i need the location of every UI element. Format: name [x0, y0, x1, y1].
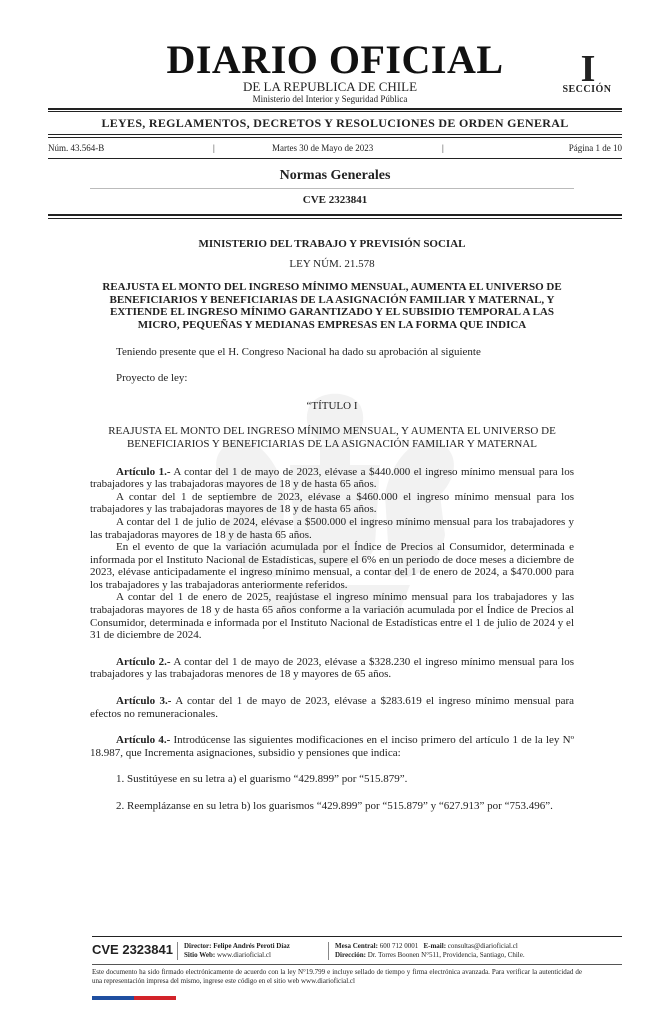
email-link[interactable]: consultas@diarioficial.cl: [447, 942, 518, 950]
category-heading: Normas Generales: [279, 168, 391, 183]
article-2-paragraph: Artículo 2.- A contar del 1 de mayo de 2023, elévase a $328.230 el ingreso mínimo mensual para los trabajadores y las trabajadoras menores de 18 y mayores de 65 años.: [90, 655, 574, 681]
article-1-paragraph: Artículo 1.- A contar del 1 de mayo de 2023, elévase a $440.000 el ingreso mínimo mensual para los trabajadores y las trabajadoras mayores de 18 y de hasta 65 años.: [90, 465, 574, 491]
footer-cve-code: CVE 2323841: [92, 942, 173, 957]
preamble: Teniendo presente que el H. Congreso Nacional ha dado su aprobación al siguiente: [116, 345, 481, 358]
band-rule-top: [48, 134, 622, 135]
masthead-ministry: Ministerio del Interior y Seguridad Pública: [252, 94, 408, 104]
issue-date: Martes 30 de Mayo de 2023: [272, 143, 374, 153]
director-name: Felipe Andrés Peroti Díaz: [213, 942, 290, 950]
section-label: SECCIÓN: [562, 84, 612, 95]
article-4-item-2: 2. Reemplázanse en su letra b) los guarismos “429.899” por “515.879” y “627.913” por “753.496”.: [116, 800, 553, 812]
law-number: LEY NÚM. 21.578: [289, 257, 375, 270]
titulo-heading: “TÍTULO I: [306, 399, 358, 412]
footer-director-block: Director: Felipe Andrés Peroti Díaz Sitio Web: www.diarioficial.cl: [184, 942, 290, 959]
article-1-paragraph: En el evento de que la variación acumulada por el Índice de Precios al Consumidor, determinada e informada por el Instituto Nacional de Estadísticas, supere el 6% en un periodo de doce meses a diciembre de 2023, elévase anticipadamente el ingreso mínimo mensual, a contar del 1 de enero de 2024, a $470.000 para los trabajadores y las trabajadoras anteriormente referidos.: [90, 541, 574, 591]
article-1-label: Artículo 1.-: [116, 465, 171, 478]
article-4-item-1: 1. Sustitúyese en su letra a) el guarismo “429.899” por “515.879”.: [116, 773, 408, 786]
phone-number: 600 712 0001: [379, 942, 419, 950]
cve-code: CVE 2323841: [302, 194, 368, 206]
article-4-label: Artículo 4.-: [116, 734, 171, 747]
masthead-rule-thin: [48, 111, 622, 112]
footer-rule-mid: [92, 964, 622, 965]
article-3-paragraph: Artículo 3.- A contar del 1 de mayo de 2023, elévase a $283.619 el ingreso mínimo mensual para efectos no remuneracionales.: [90, 695, 574, 720]
article-1-paragraph: A contar del 1 de julio de 2024, elévase a $500.000 el ingreso mínimo mensual para los trabajadores y las trabajadoras mayores de 18 y de hasta 65 años.: [90, 515, 574, 541]
article-3-label: Artículo 3.-: [116, 695, 172, 708]
document-body: [90, 236, 574, 813]
titulo-title: REAJUSTA EL MONTO DEL INGRESO MÍNIMO MENSUAL, Y AUMENTA EL UNIVERSO DE BENEFICIARIOS Y BENEFICIARIAS DE LA ASIGNACIÓN FAMILIAR Y MATERNAL: [108, 425, 556, 450]
flag-stripe-blue: [92, 996, 134, 1000]
footer-divider: [177, 942, 178, 960]
footer-contact-block: Mesa Central: 600 712 0001 E-mail: consultas@diarioficial.cl Dirección: Dr. Torres Boonen N°511, Providencia, Santiago, Chile.: [335, 942, 525, 959]
law-title: REAJUSTA EL MONTO DEL INGRESO MÍNIMO MENSUAL, AUMENTA EL UNIVERSO DE BENEFICIARIOS Y BENEFICIARIAS DE LA ASIGNACIÓN FAMILIAR Y MATERNAL, Y EXTIENDE EL INGRESO MÍNIMO GARANTIZADO Y EL SUBSIDIO TEMPORAL A LAS MICRO, PEQUEÑAS Y MEDIANAS EMPRESAS EN LA FORMA QUE INDICA: [102, 281, 562, 331]
proyecto-label: Proyecto de ley:: [116, 372, 188, 385]
header-rule-thick: [48, 214, 622, 216]
issue-number: Núm. 43.564-B: [48, 143, 105, 153]
section-number: I: [580, 48, 596, 90]
footer-rule-top: [92, 936, 622, 937]
masthead-subtitle: DE LA REPUBLICA DE CHILE: [242, 79, 418, 94]
article-1-paragraph: A contar del 1 de septiembre de 2023, elévase a $460.000 el ingreso mínimo mensual para los trabajadores y las trabajadoras mayores de 18 y de hasta 65 años.: [90, 490, 574, 516]
article-1-paragraph: A contar del 1 de enero de 2025, reajústase el ingreso mínimo mensual para los trabajadores y las trabajadoras mayores de 18 y de hasta 65 años conforme a la variación acumulada por el Índice de Precios al Consumidor, determinada e informada por el Instituto Nacional de Estadísticas entre el 1 de julio de 2024 y el 31 de diciembre de 2024.: [90, 591, 574, 642]
category-rule: [90, 188, 574, 189]
flag-stripe-red: [134, 996, 176, 1000]
meta-separator: |: [442, 143, 444, 153]
address: Dr. Torres Boonen N°511, Providencia, Santiago, Chile.: [367, 951, 525, 959]
page-indicator: Página 1 de 10: [568, 143, 622, 153]
masthead-title: DIARIO OFICIAL: [166, 37, 504, 82]
signature-note: Este documento ha sido firmado electrónicamente de acuerdo con la ley N°19.799 e incluye sellado de tiempo y firma electrónica avanzada. Para verificar la autenticidad de una representación impresa del mismo, ingrese este código en el sitio web www.diarioficial.cl: [92, 968, 582, 985]
band-rule-bottom: [48, 137, 622, 138]
meta-separator: |: [213, 143, 215, 153]
website-link[interactable]: www.diarioficial.cl: [216, 951, 271, 959]
footer-divider: [328, 942, 329, 960]
header-band: LEYES, REGLAMENTOS, DECRETOS Y RESOLUCIONES DE ORDEN GENERAL: [101, 116, 569, 130]
article-2-label: Artículo 2.-: [116, 655, 171, 668]
masthead-rule-thick: [48, 108, 622, 110]
header-rule-thin: [48, 218, 622, 219]
ministry-heading: MINISTERIO DEL TRABAJO Y PREVISIÓN SOCIAL: [198, 238, 466, 250]
meta-rule: [48, 158, 622, 159]
article-4-paragraph: Artículo 4.- Introdúcense las siguientes modificaciones en el inciso primero del artículo 1 de la ley Nº 18.987, que Incrementa asignaciones, subsidio y pensiones que indica:: [90, 734, 574, 759]
